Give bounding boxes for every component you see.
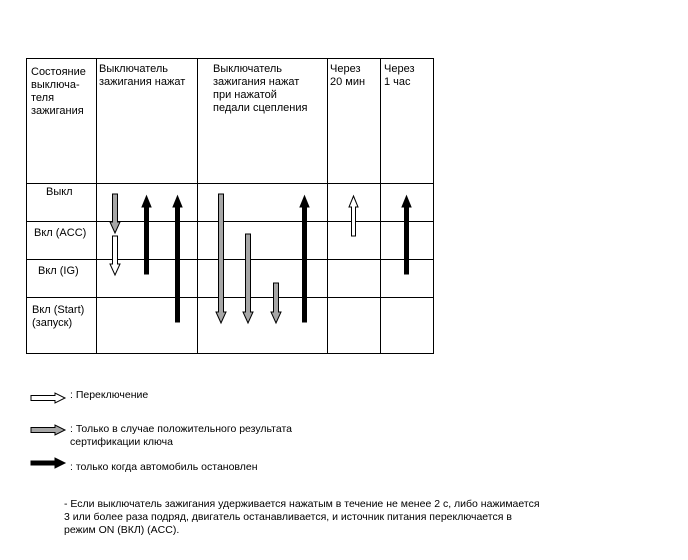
legend-arrows [31,393,65,468]
legend-switch-arrow [31,393,65,403]
header-switch-state: Состояние выключа- теля зажигания [31,66,86,117]
legend-certified-arrow [31,425,65,435]
row-label-ig: Вкл (IG) [38,265,79,277]
arrow-ig-to-start [271,283,281,323]
legend-stopped-arrow [31,458,65,468]
arrow-off-to-start [216,194,226,323]
arrow-1h-ig-to-off [402,196,411,274]
legend-stopped-text: : только когда автомобиль остановлен [70,461,258,473]
footnote: - Если выключатель зажигания удерживается нажатым в течение не менее 2 с, либо нажимается 3 или более раза подряд, двигатель останавливается, и источник питания переключается в режим ON (ВКЛ) (ACC). [64,498,540,536]
arrow-ig-to-off [142,196,151,274]
row-label-start: Вкл (Start) (запуск) [32,304,85,329]
header-after-1-hour: Через 1 час [384,63,415,88]
arrow-off-to-acc [110,194,120,233]
legend-switch-text: : Переключение [70,389,149,401]
header-switch-pressed: Выключатель зажигания нажат [99,63,186,88]
row-label-acc: Вкл (ACC) [34,227,87,239]
legend-certified-text: : Только в случае положительного результата сертификации ключа [70,423,292,448]
arrow-20min-acc-to-off [349,196,358,236]
arrow-acc-to-ig [110,236,120,275]
row-label-off: Выкл [46,186,73,198]
header-switch-pressed-clutch: Выключатель зажигания нажат при нажатой педали сцепления [213,63,308,114]
header-after-20-min: Через 20 мин [330,63,366,88]
table-arrows [110,194,411,323]
arrow-acc-to-start [243,234,253,323]
